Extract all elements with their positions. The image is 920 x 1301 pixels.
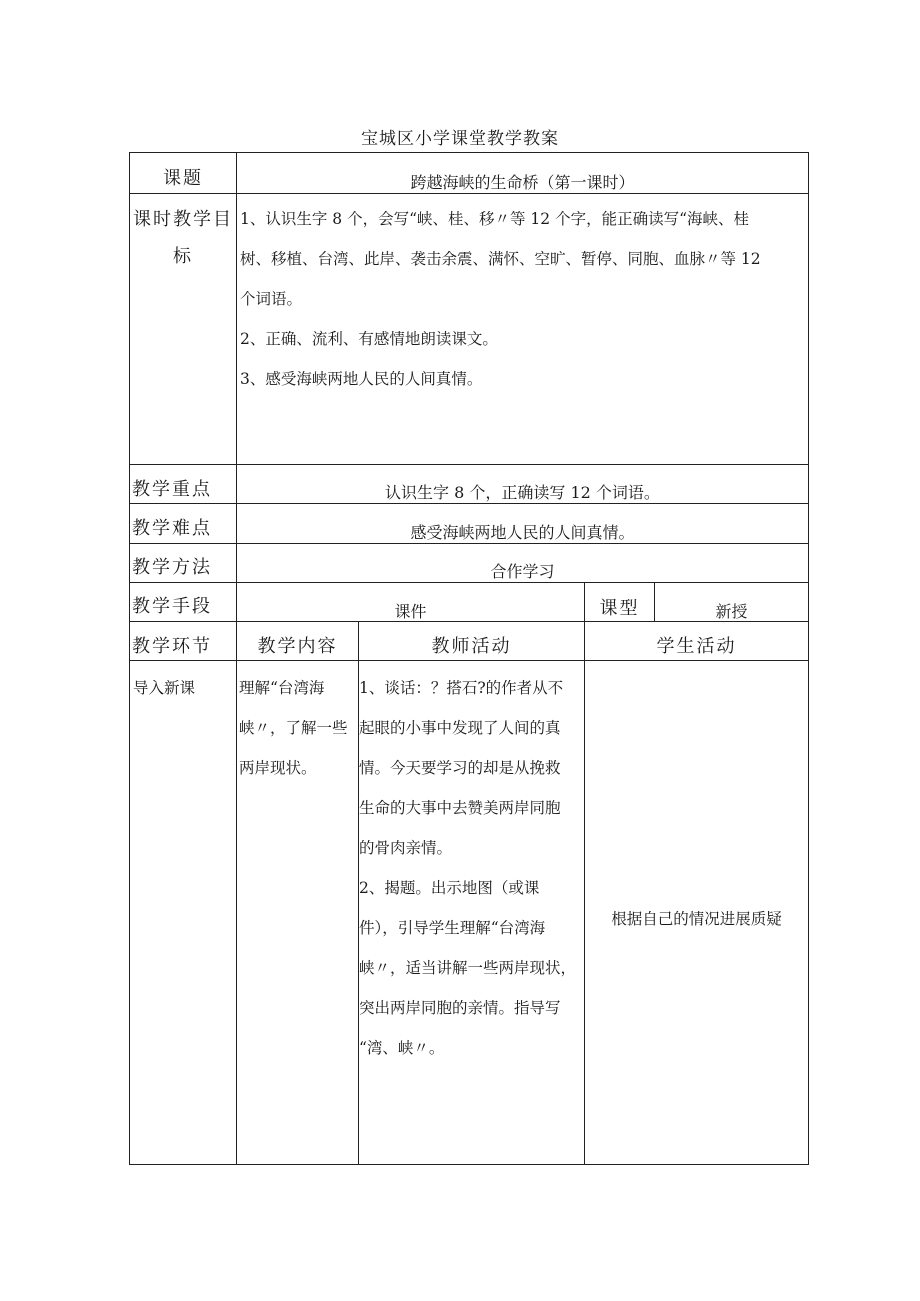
document-title: 宝城区小学课堂教学教案 xyxy=(361,129,559,149)
intro-teacher-line: 突出两岸同胞的亲情。指导写 xyxy=(359,999,561,1017)
difficulty-value: 感受海峡两地人民的人间真情。 xyxy=(410,523,635,542)
means-label: 教学手段 xyxy=(132,596,212,617)
intro-content-line: 理解“台湾海 xyxy=(239,679,325,697)
objectives-label-line2: 标 xyxy=(173,246,193,267)
col-divider xyxy=(236,153,237,1164)
objectives-line: 3、感受海峡两地人民的人间真情。 xyxy=(240,370,483,388)
intro-content-line: 峡〃，了解一些 xyxy=(239,719,348,737)
row-divider xyxy=(130,503,808,504)
intro-teacher-line: 件），引导学生理解“台湾海 xyxy=(359,919,546,937)
row-divider xyxy=(130,543,808,544)
intro-content-line: 两岸现状。 xyxy=(239,759,317,777)
col-divider xyxy=(584,582,585,1164)
topic-label: 课题 xyxy=(163,168,203,189)
key-point-value: 认识生字 8 个，正确读写 12 个词语。 xyxy=(385,483,660,502)
objectives-label-line1: 课时教学目 xyxy=(133,209,233,230)
intro-teacher-line: 的骨肉亲情。 xyxy=(359,839,453,857)
objectives-line: 2、正确、流利、有感情地朗读课文。 xyxy=(240,330,498,348)
intro-stage: 导入新课 xyxy=(133,679,196,697)
intro-teacher-line: 1、谈话：？搭石?的作者从不 xyxy=(359,679,564,697)
objectives-line: 个词语。 xyxy=(240,290,303,308)
key-point-label: 教学重点 xyxy=(132,479,212,500)
student-header: 学生活动 xyxy=(656,636,737,657)
lesson-type-value: 新授 xyxy=(715,602,748,621)
intro-teacher-line: “湾、峡〃。 xyxy=(359,1039,445,1057)
method-value: 合作学习 xyxy=(490,562,555,581)
intro-student-text: 根据自己的情况进展质疑 xyxy=(611,910,782,928)
row-divider xyxy=(130,582,808,583)
objectives-line: 树、移植、台湾、此岸、袭击余震、满怀、空旷、暂停、同胞、血脉〃等 12 xyxy=(240,250,761,268)
intro-teacher-line: 峡〃，适当讲解一些两岸现状， xyxy=(359,959,577,977)
teacher-header: 教师活动 xyxy=(431,636,512,657)
row-divider xyxy=(130,464,808,465)
method-label: 教学方法 xyxy=(132,557,212,578)
lesson-plan-table xyxy=(129,152,809,1165)
row-divider xyxy=(130,193,808,194)
difficulty-label: 教学难点 xyxy=(132,518,212,539)
intro-teacher-line: 情。今天要学习的却是从挽救 xyxy=(359,759,561,777)
row-divider xyxy=(130,660,808,661)
objectives-line: 1、认识生字 8 个，会写“峡、桂、移〃等 12 个字，能正确读写“海峡、桂 xyxy=(240,210,750,228)
intro-teacher-line: 起眼的小事中发现了人间的真 xyxy=(359,719,561,737)
means-value: 课件 xyxy=(394,602,427,621)
intro-teacher-line: 生命的大事中去赞美两岸同胞 xyxy=(359,799,561,817)
topic-value: 跨越海峡的生命桥（第一课时） xyxy=(410,173,635,192)
stage-header: 教学环节 xyxy=(132,636,212,657)
content-header: 教学内容 xyxy=(257,636,338,657)
intro-teacher-line: 2、揭题。出示地图（或课 xyxy=(359,879,540,897)
lesson-type-label: 课型 xyxy=(599,598,640,619)
